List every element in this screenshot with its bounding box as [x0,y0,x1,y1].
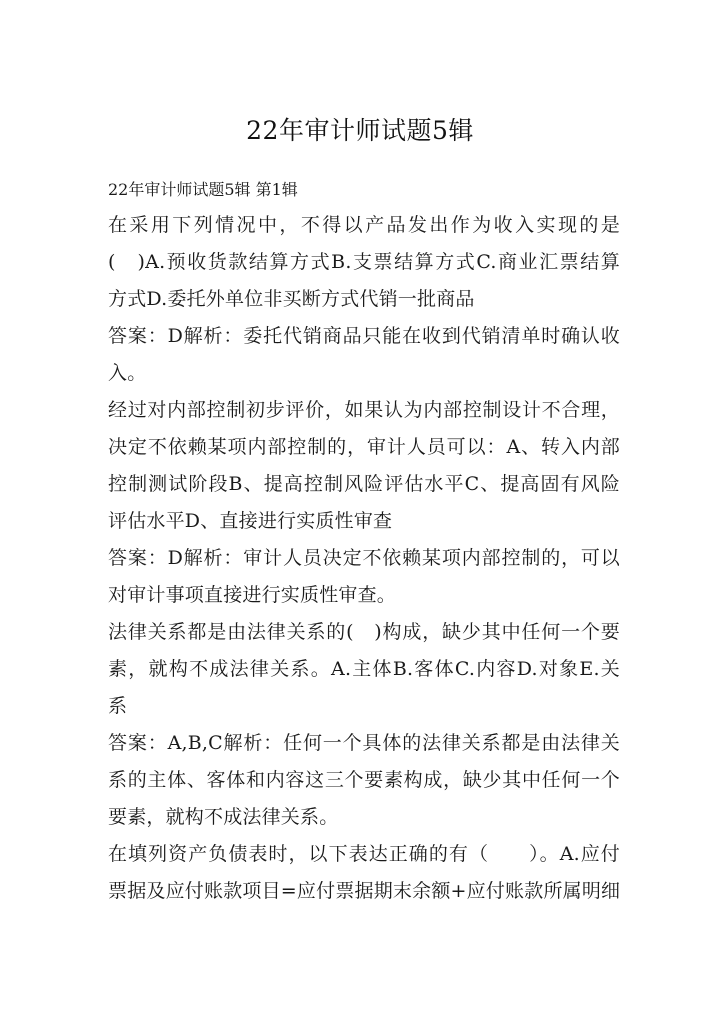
text-line: 对审计事项直接进行实质性审查。 [108,584,397,606]
text-line: ( )A.预收货款结算方式B.支票结算方式C.商业汇票结算 [108,251,620,273]
text-line: 法律关系都是由法律关系的( )构成，缺少其中任何一个要 [108,621,620,643]
text-line: 答案：D解析：审计人员决定不依赖某项内部控制的，可以 [108,547,620,569]
text-line: 票据及应付账款项目=应付票据期末余额+应付账款所属明细 [108,880,621,902]
text-line: 在采用下列情况中，不得以产品发出作为收入实现的是 [108,214,620,236]
text-line: 系的主体、客体和内容这三个要素构成，缺少其中任何一个 [108,769,620,791]
text-line: 在填列资产负债表时，以下表达正确的有（ ）。A.应付 [108,843,620,865]
text-line: 经过对内部控制初步评价，如果认为内部控制设计不合理， [108,399,620,421]
text-line: 决定不依赖某项内部控制的，审计人员可以：A、转入内部 [108,436,620,458]
document-body [108,176,620,910]
text-line: 系 [108,695,128,717]
text-line: 要素，就构不成法律关系。 [108,806,339,828]
text-line: 评估水平D、直接进行实质性审查 [108,510,393,532]
text-line: 入。 [108,362,147,384]
text-line: 素，就构不成法律关系。A.主体B.客体C.内容D.对象E.关 [108,658,620,680]
text-line: 答案：D解析：委托代销商品只能在收到代销清单时确认收 [108,325,620,347]
text-line: 方式D.委托外单位非买断方式代销一批商品 [108,288,475,310]
text-line: 答案：A,B,C解析：任何一个具体的法律关系都是由法律关 [108,732,620,754]
document-title: 22年审计师试题5辑 [246,116,474,145]
text-line: 控制测试阶段B、提高控制风险评估水平C、提高固有风险 [108,473,620,495]
document-subtitle: 22年审计师试题5辑 第1辑 [108,180,298,199]
